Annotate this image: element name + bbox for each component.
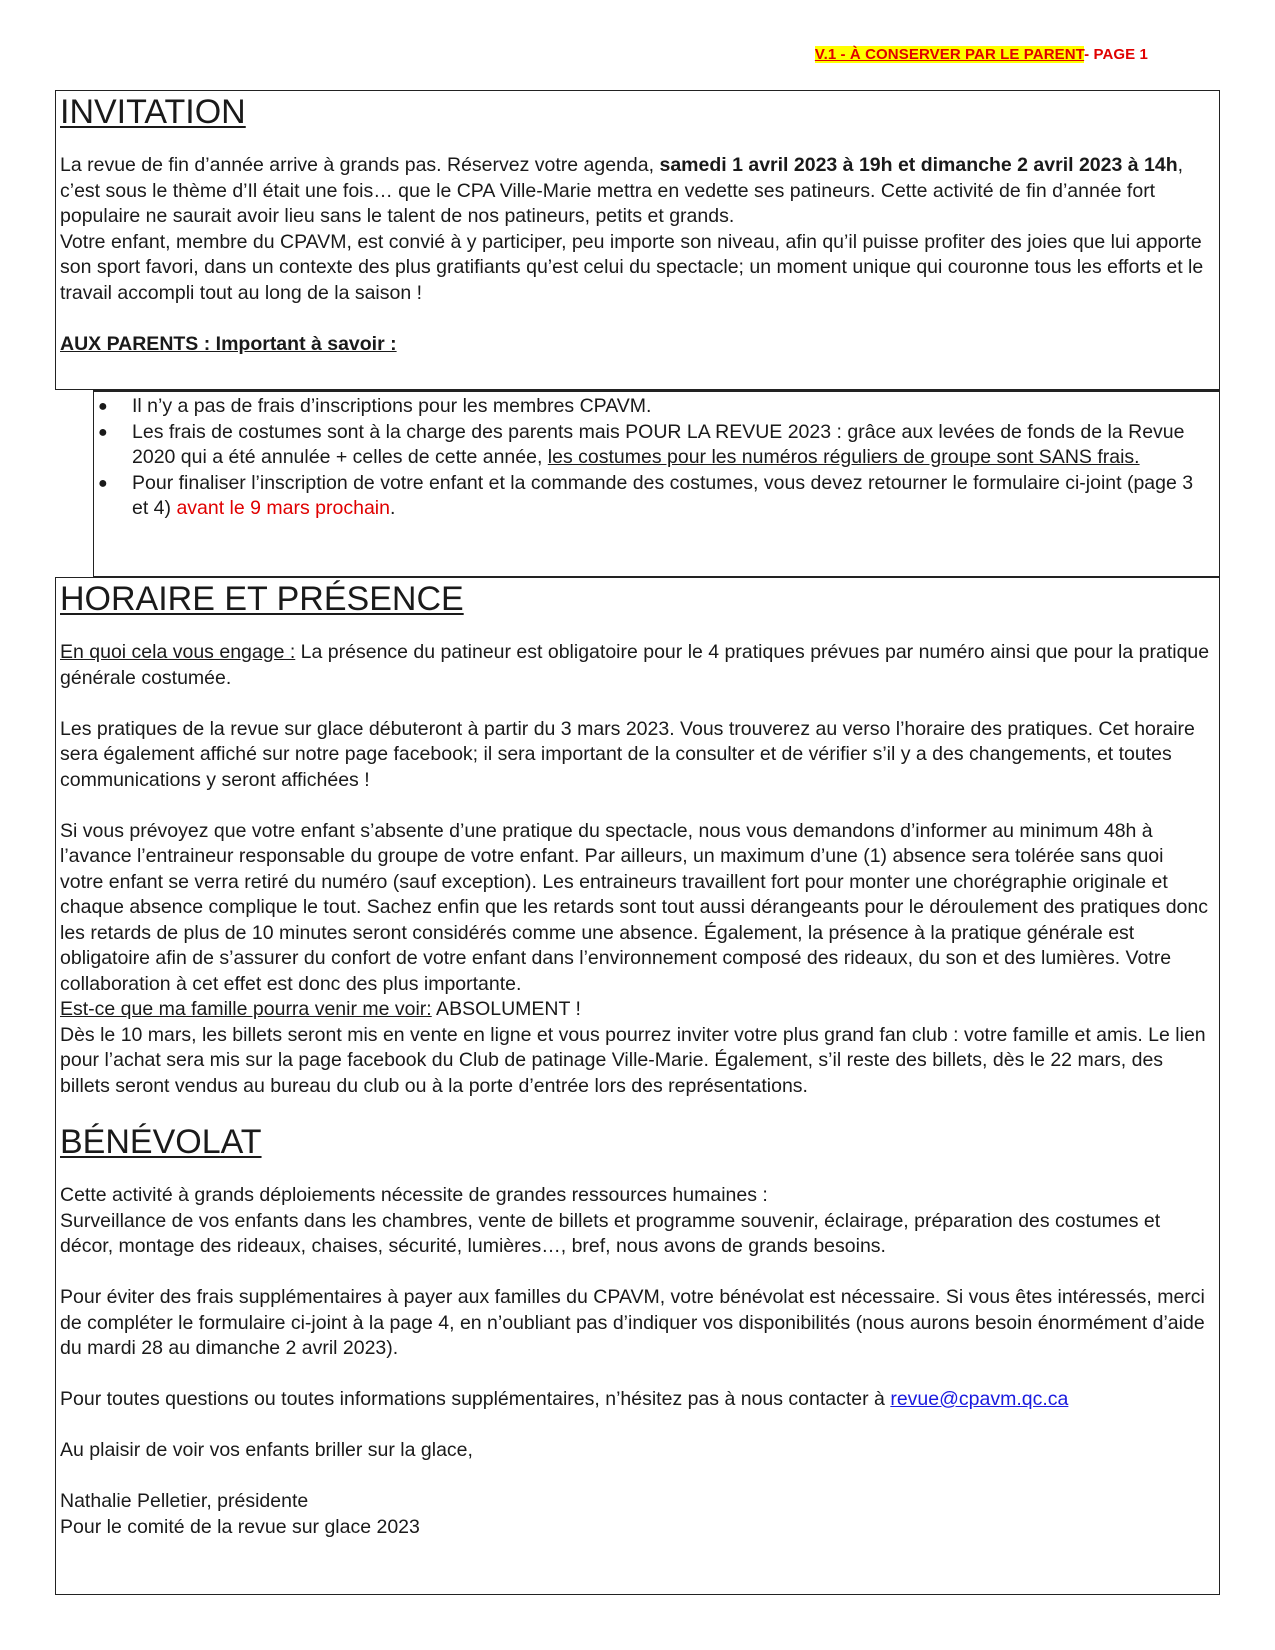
invitation-section	[55, 90, 1220, 390]
text-span: La présence du patineur est obligatoire pour le 4 pratiques prévues par numéro ainsi que pour la pratique générale costumée.	[60, 641, 1210, 689]
invitation-paragraph-2: Votre enfant, membre du CPAVM, est convié à y participer, peu importe son niveau, afin qu’il puisse profiter des joies que lui apporte son sport favori, dans un contexte des plus gratifiants qu’est celui du spectacle; un moment unique qui couronne tous les efforts et le travail accompli tout au long de la saison !	[60, 230, 1204, 304]
benevolat-paragraph-3: Pour éviter des frais supplémentaires à payer aux familles du CPAVM, votre bénévolat est nécessaire. Si vous êtes intéressés, merci de compléter le formulaire ci-joint à la page 4, en n’oubliant pas d’indiquer vos disponibilités (nous aurons besoin énormément d’aide du mardi 28 au dimanche 2 avril 2023).	[60, 1286, 1205, 1359]
closing-line: Au plaisir de voir vos enfants briller sur la glace,	[60, 1439, 473, 1461]
event-dates: samedi 1 avril 2023 à 19h et dimanche 2 avril 2023 à 14h	[659, 154, 1178, 176]
list-item	[94, 420, 1214, 471]
horaire-title: HORAIRE ET PRÉSENCE	[60, 580, 464, 618]
bullet-icon: ●	[98, 398, 108, 415]
parents-heading: AUX PARENTS : Important à savoir :	[60, 332, 397, 355]
bullet-icon: ●	[98, 474, 108, 492]
list-item	[94, 471, 1214, 522]
horaire-paragraph-4	[60, 997, 1210, 1023]
text-span: ABSOLUMENT !	[431, 998, 581, 1020]
text-span: Les frais de costumes sont à la charge des parents mais POUR LA REVUE 2023 : grâce aux levées de fonds de la Revue 2020 qui a été annulée + celles de cette année,	[132, 420, 1185, 468]
engagement-label: En quoi cela vous engage :	[60, 641, 296, 663]
text-span: , c’est sous le thème d’Il était une fois… que le CPA Ville-Marie mettra en vedette ses patineurs. Cette activité de fin d’année fort populaire ne saurait avoir lieu sans le talent de nos patineurs, petits et grands.	[60, 154, 1184, 227]
text-span: Pour finaliser l’inscription de votre enfant et la commande des costumes, vous devez retourner le formulaire ci-joint (page 3 et 4)	[132, 471, 1194, 519]
text-span: .	[389, 497, 396, 519]
list-item-text	[132, 471, 1214, 522]
benevolat-paragraph-1: Cette activité à grands déploiements nécessite de grandes ressources humaines :	[60, 1184, 768, 1206]
horaire-paragraph-1	[60, 640, 1210, 691]
contact-paragraph	[60, 1387, 1210, 1413]
header-highlight: V.1 - À CONSERVER PAR LE PARENT	[814, 46, 1085, 63]
list-item	[94, 394, 1214, 420]
costumes-free-note: les costumes pour les numéros réguliers de groupe sont SANS frais.	[547, 446, 1140, 468]
invitation-title: INVITATION	[60, 93, 246, 131]
bullet-icon: ●	[98, 423, 108, 441]
benevolat-title: BÉNÉVOLAT	[60, 1123, 262, 1161]
signature-committee: Pour le comité de la revue sur glace 2023	[60, 1515, 420, 1538]
schedule-and-volunteer-section	[55, 577, 1220, 1595]
page-header-tag	[815, 46, 1148, 63]
header-page-number: - PAGE 1	[1084, 46, 1148, 63]
parents-info-list	[93, 390, 1220, 577]
benevolat-paragraph-2: Surveillance de vos enfants dans les chambres, vente de billets et programme souvenir, éclairage, préparation des costumes et décor, montage des rideaux, chaises, sécurité, lumières…, bref, nous avons de grands besoins.	[60, 1209, 1161, 1257]
invitation-paragraph-1	[60, 153, 1210, 230]
text-span: La revue de fin d’année arrive à grands pas. Réservez votre agenda,	[60, 154, 660, 176]
horaire-paragraph-2: Les pratiques de la revue sur glace débuteront à partir du 3 mars 2023. Vous trouverez au verso l’horaire des pratiques. Cet horaire sera également affiché sur notre page facebook; il sera important de la consulter et de vérifier s’il y a des changements, et toutes communications y seront affichées !	[60, 717, 1195, 791]
list-item-text	[132, 420, 1214, 471]
list-item-text: Il n’y a pas de frais d’inscriptions pour les membres CPAVM.	[132, 395, 652, 417]
deadline-text: avant le 9 mars prochain	[176, 497, 390, 519]
text-span: Pour toutes questions ou toutes informations supplémentaires, n’hésitez pas à nous contacter à	[60, 1388, 891, 1410]
email-link[interactable]: revue@cpavm.qc.ca	[890, 1388, 1069, 1410]
horaire-paragraph-3: Si vous prévoyez que votre enfant s’absente d’une pratique du spectacle, nous vous demandons d’informer au minimum 48h à l’avance l’entraineur responsable du groupe de votre enfant. Par ailleurs, un maximum d’une (1) absence sera tolérée sans quoi votre enfant se verra retiré du numéro (sauf exception). Les entraineurs travaillent fort pour monter une chorégraphie originale et chaque absence complique le tout. Sachez enfin que les retards sont tout aussi dérangeants pour le déroulement des pratiques donc les retards de plus de 10 minutes seront considérés comme une absence. Également, la présence à la pratique générale est obligatoire afin de s’assurer du confort de votre enfant dans l’environnement composé des rideaux, du son et des lumières. Votre collaboration à cet effet est donc des plus importante.	[60, 819, 1208, 995]
horaire-paragraph-5: Dès le 10 mars, les billets seront mis en vente en ligne et vous pourrez inviter votre plus grand fan club : votre famille et amis. Le lien pour l’achat sera mis sur la page facebook du Club de patinage Ville-Marie. Également, s’il reste des billets, dès le 22 mars, des billets seront vendus au bureau du club ou à la porte d’entrée lors des représentations.	[60, 1023, 1206, 1097]
signature-name: Nathalie Pelletier, présidente	[60, 1490, 309, 1512]
family-question-label: Est-ce que ma famille pourra venir me voir:	[60, 998, 432, 1020]
